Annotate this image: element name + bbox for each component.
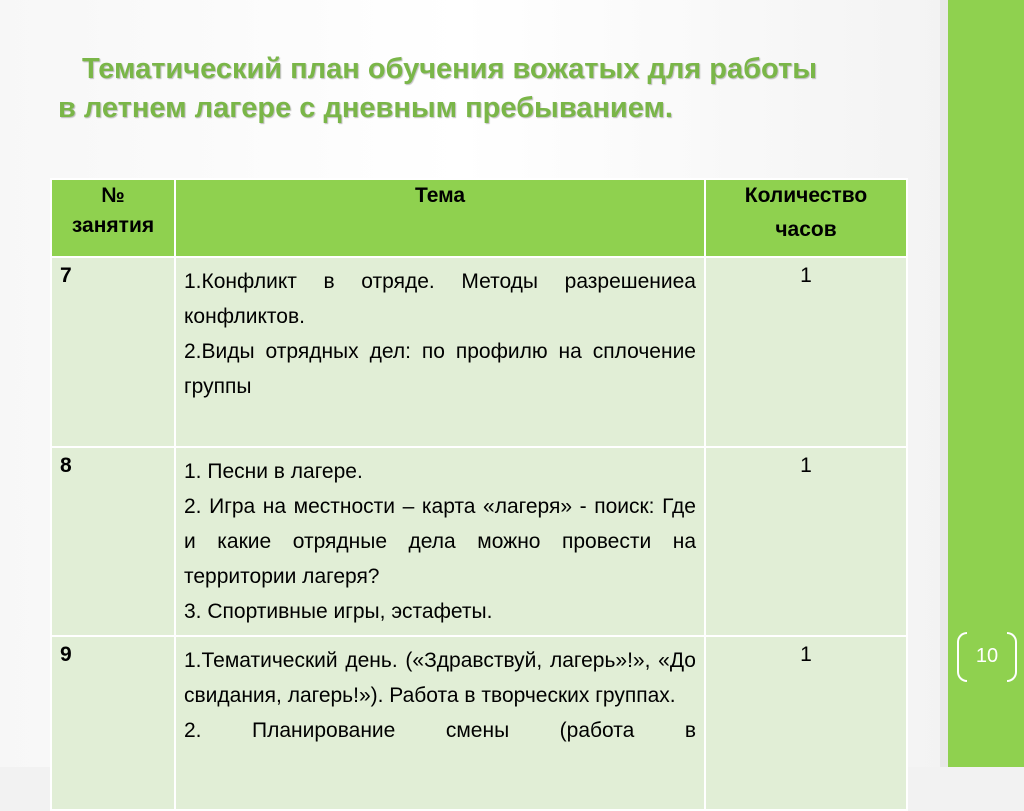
side-divider <box>940 0 948 767</box>
row-topic <box>175 257 705 447</box>
topic-item: 1.Конфликт в отряде. Методы разрешениеа конфликтов. <box>184 270 696 328</box>
topic-item: 1. Песни в лагере. <box>184 460 363 483</box>
topic-item: 2.Виды отрядных дел: по профилю на сплочение группы <box>184 340 696 398</box>
page-number <box>957 630 1017 682</box>
table-row <box>51 636 907 810</box>
bracket-left-icon <box>957 632 967 682</box>
row-topic <box>175 636 705 810</box>
bracket-right-icon <box>1007 632 1017 682</box>
title-line-1: Тематический план обучения вожатых для работы <box>82 53 817 85</box>
table-row <box>51 447 907 636</box>
row-number: 8 <box>51 447 175 636</box>
slide-title <box>58 50 918 128</box>
table-header-row <box>51 179 907 257</box>
topic-item: 1.Тематический день. («Здравствуй, лагерь»!», «До свидания, лагерь!»). Работа в творческих группах. <box>184 649 696 707</box>
row-hours: 1 <box>705 636 907 810</box>
thematic-plan-table <box>50 178 908 811</box>
page-number-text: 10 <box>975 644 999 667</box>
row-number: 9 <box>51 636 175 810</box>
row-hours: 1 <box>705 447 907 636</box>
header-topic-label: Тема <box>414 184 466 207</box>
row-topic <box>175 447 705 636</box>
topic-item: 2. Игра на местности – карта «лагеря» - поиск: Где и какие отрядные дела можно провести на территории лагеря? <box>184 495 696 588</box>
row-number: 7 <box>51 257 175 447</box>
header-topic <box>175 179 705 257</box>
header-number <box>51 179 175 257</box>
header-number-line1: № <box>101 184 125 207</box>
row-hours: 1 <box>705 257 907 447</box>
table-row <box>51 257 907 447</box>
header-hours-line1: Количество <box>744 184 868 207</box>
topic-item: 2. Планирование смены (работа в <box>184 719 696 742</box>
header-number-line2: занятия <box>71 214 155 237</box>
topic-item: 3. Спортивные игры, эстафеты. <box>184 600 493 623</box>
header-hours <box>705 179 907 257</box>
header-hours-line2: часов <box>775 218 837 241</box>
title-line-2: в летнем лагере с дневным пребыванием. <box>58 92 673 124</box>
